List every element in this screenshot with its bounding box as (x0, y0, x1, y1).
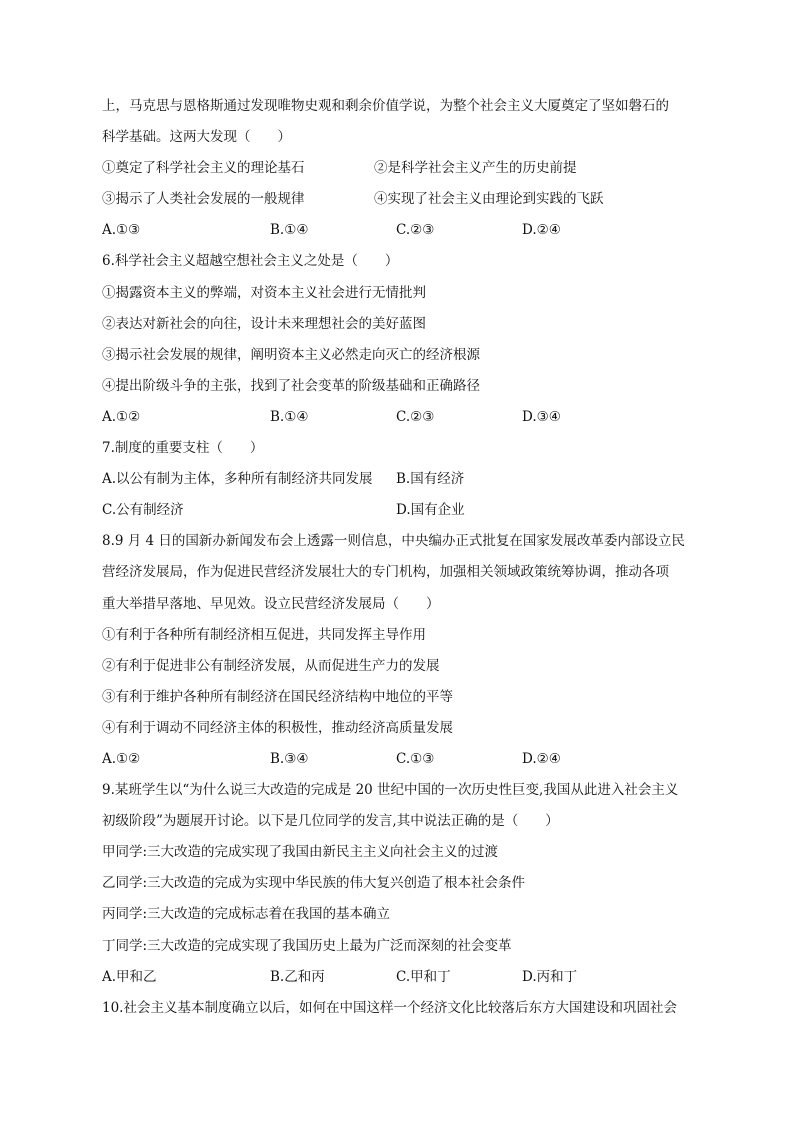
q5-stem-line-2: 科学基础。这两大发现（ ） (102, 129, 291, 146)
q6-option-a[interactable]: A.①② (102, 408, 141, 425)
q8-options (102, 744, 702, 775)
q8-stem-line-1: 8.9 月 4 日的国新办新闻发布会上透露一则信息，中央编办正式批复在国家发展改革委内部设立民 (102, 533, 685, 550)
q9-statement-1: 甲同学:三大改造的完成实现了我国由新民主主义向社会主义的过渡 (102, 844, 499, 861)
q6-statement-4: ④提出阶级斗争的主张，找到了社会变革的阶级基础和正确路径 (102, 377, 480, 394)
q7-stem: 7.制度的重要支柱（ ） (102, 440, 264, 457)
q5-option-b[interactable]: B.①④ (270, 222, 309, 239)
q6-option-d[interactable]: D.③④ (522, 408, 561, 425)
q5-options (102, 215, 702, 246)
q5-statements-row-1 (102, 153, 702, 184)
q9-statement-4: 丁同学:三大改造的完成实现了我国历史上最为广泛而深刻的社会变革 (102, 937, 512, 954)
q6-statement-2: ②表达对新社会的向往，设计未来理想社会的美好蓝图 (102, 315, 426, 332)
q5-statement-1: ①奠定了科学社会主义的理论基石 (102, 160, 305, 177)
q6-statement-3: ③揭示社会发展的规律，阐明资本主义必然走向灭亡的经济根源 (102, 346, 480, 363)
q9-option-a[interactable]: A.甲和乙 (102, 968, 157, 985)
q8-option-c[interactable]: C.①③ (396, 750, 435, 767)
q9-statement-2: 乙同学:三大改造的完成为实现中华民族的伟大复兴创造了根本社会条件 (102, 875, 526, 892)
q7-options-row-1 (102, 464, 702, 495)
q6-option-c[interactable]: C.②③ (396, 408, 435, 425)
q9-stem-line-1: 9.某班学生以“为什么说三大改造的完成是 20 世纪中国的一次历史性巨变,我国从此进入社会主义 (102, 782, 679, 799)
q5-statement-2: ②是科学社会主义产生的历史前提 (374, 160, 577, 177)
q5-statement-4: ④实现了社会主义由理论到实践的飞跃 (374, 191, 604, 208)
q5-stem-line-1: 上，马克思与恩格斯通过发现唯物史观和剩余价值学说，为整个社会主义大厦奠定了坚如磐石的 (102, 98, 669, 114)
q8-statement-1: ①有利于各种所有制经济相互促进，共同发挥主导作用 (102, 626, 426, 643)
q10-stem-line-1: 10.社会主义基本制度确立以后，如何在中国这样一个经济文化比较落后东方大国建设和巩固社会 (102, 999, 677, 1016)
q6-stem: 6.科学社会主义超越空想社会主义之处是（ ） (102, 253, 399, 270)
q8-stem-line-3: 重大举措早落地、早见效。设立民营经济发展局（ ） (102, 595, 440, 612)
q9-option-b[interactable]: B.乙和丙 (270, 968, 325, 985)
q7-option-d[interactable]: D.国有企业 (396, 502, 465, 519)
q7-option-a[interactable]: A.以公有制为主体，多种所有制经济共同发展 (102, 471, 373, 488)
q7-options-row-2 (102, 495, 702, 526)
q9-stem-line-2: 初级阶段”为题展开讨论。以下是几位同学的发言,其中说法正确的是（ ） (102, 813, 559, 830)
q5-statement-3: ③揭示了人类社会发展的一般规律 (102, 191, 305, 208)
q8-statement-4: ④有利于调动不同经济主体的积极性，推动经济高质量发展 (102, 719, 453, 736)
q9-option-d[interactable]: D.丙和丁 (522, 968, 578, 985)
q8-statement-2: ②有利于促进非公有制经济发展，从而促进生产力的发展 (102, 657, 440, 674)
q6-statement-1: ①揭露资本主义的弊端，对资本主义社会进行无情批判 (102, 284, 426, 301)
q5-option-d[interactable]: D.②④ (522, 222, 561, 239)
q9-option-c[interactable]: C.甲和丁 (396, 968, 451, 985)
q8-option-a[interactable]: A.①② (102, 750, 141, 767)
q7-option-b[interactable]: B.国有经济 (396, 471, 465, 488)
q8-option-b[interactable]: B.③④ (270, 750, 309, 767)
q5-statements-row-2 (102, 184, 702, 215)
q8-option-d[interactable]: D.②④ (522, 750, 561, 767)
q6-option-b[interactable]: B.①④ (270, 408, 309, 425)
q5-option-c[interactable]: C.②③ (396, 222, 435, 239)
q9-statement-3: 丙同学:三大改造的完成标志着在我国的基本确立 (102, 906, 391, 923)
q5-option-a[interactable]: A.①③ (102, 222, 141, 239)
q9-options (102, 962, 702, 993)
q8-statement-3: ③有利于维护各种所有制经济在国民经济结构中地位的平等 (102, 688, 453, 705)
q7-option-c[interactable]: C.公有制经济 (102, 502, 184, 519)
page-content (102, 91, 702, 1024)
q8-stem-line-2: 营经济发展局，作为促进民营经济发展壮大的专门机构，加强相关领域政策统筹协调，推动各项 (102, 564, 669, 581)
q6-options (102, 402, 702, 433)
